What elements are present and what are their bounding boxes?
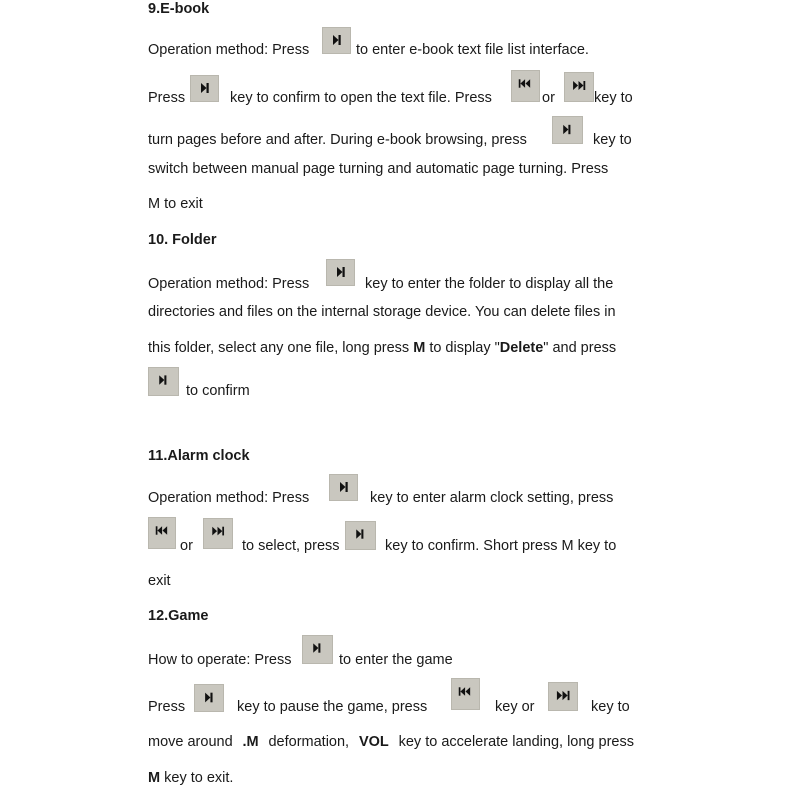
ebook-line-2-end: key to [594,90,633,106]
alarm-line-2-or: or [180,538,193,554]
folder-line-4: to confirm [186,383,250,399]
play-pause-icon [329,474,358,501]
ebook-line-3: turn pages before and after. During e-book browsing, press [148,132,527,148]
alarm-line-2-mid: to select, press [242,538,340,554]
ebook-line-3-end: key to [593,132,632,148]
folder-line-3: this folder, select any one file, long press M to display "Delete" and press [148,340,617,356]
ebook-line-2-or: or [542,90,555,106]
section-title-ebook: 9.E-book [148,1,210,17]
play-pause-icon [148,367,179,396]
next-track-icon [564,72,594,102]
ebook-line-4: switch between manual page turning and automatic page turning. Press [148,161,609,177]
alarm-line-1: Operation method: Press [148,490,310,506]
next-track-icon [203,518,233,549]
previous-track-icon [451,678,480,710]
play-pause-icon [326,259,355,286]
game-line-1-tail: to enter the game [339,652,453,668]
alarm-line-1-tail: key to enter alarm clock setting, press [370,490,614,506]
play-pause-icon [345,521,376,550]
previous-track-icon [511,70,540,102]
ebook-line-1-tail: to enter e-book text file list interface. [356,42,589,58]
play-pause-icon [552,116,583,144]
play-pause-icon [322,27,351,54]
ebook-line-2-mid: key to confirm to open the text file. Press [230,90,492,106]
game-line-2-end: key to [591,699,630,715]
ebook-line-2-start: Press [148,90,186,106]
play-pause-icon [190,75,219,102]
game-line-1: How to operate: Press [148,652,292,668]
section-title-game: 12.Game [148,608,209,624]
game-line-3: move around .M deformation, VOL key to accelerate landing, long press [148,734,634,750]
folder-line-1: Operation method: Press [148,276,310,292]
ebook-line-5: M to exit [148,196,203,212]
folder-line-1-tail: key to enter the folder to display all the [365,276,614,292]
game-line-4: M key to exit. [148,770,234,786]
play-pause-icon [302,635,333,664]
game-line-2-mid: key to pause the game, press [237,699,428,715]
section-title-folder: 10. Folder [148,232,217,248]
play-pause-icon [194,684,224,712]
section-title-alarm: 11.Alarm clock [148,448,250,464]
ebook-line-1: Operation method: Press [148,42,310,58]
previous-track-icon [148,517,176,549]
game-line-2-start: Press [148,699,186,715]
alarm-line-2-end: key to confirm. Short press M key to [385,538,617,554]
next-track-icon [548,682,578,711]
folder-line-2: directories and files on the internal storage device. You can delete files in [148,304,616,320]
alarm-line-3: exit [148,573,171,589]
game-line-2-or: key or [495,699,535,715]
